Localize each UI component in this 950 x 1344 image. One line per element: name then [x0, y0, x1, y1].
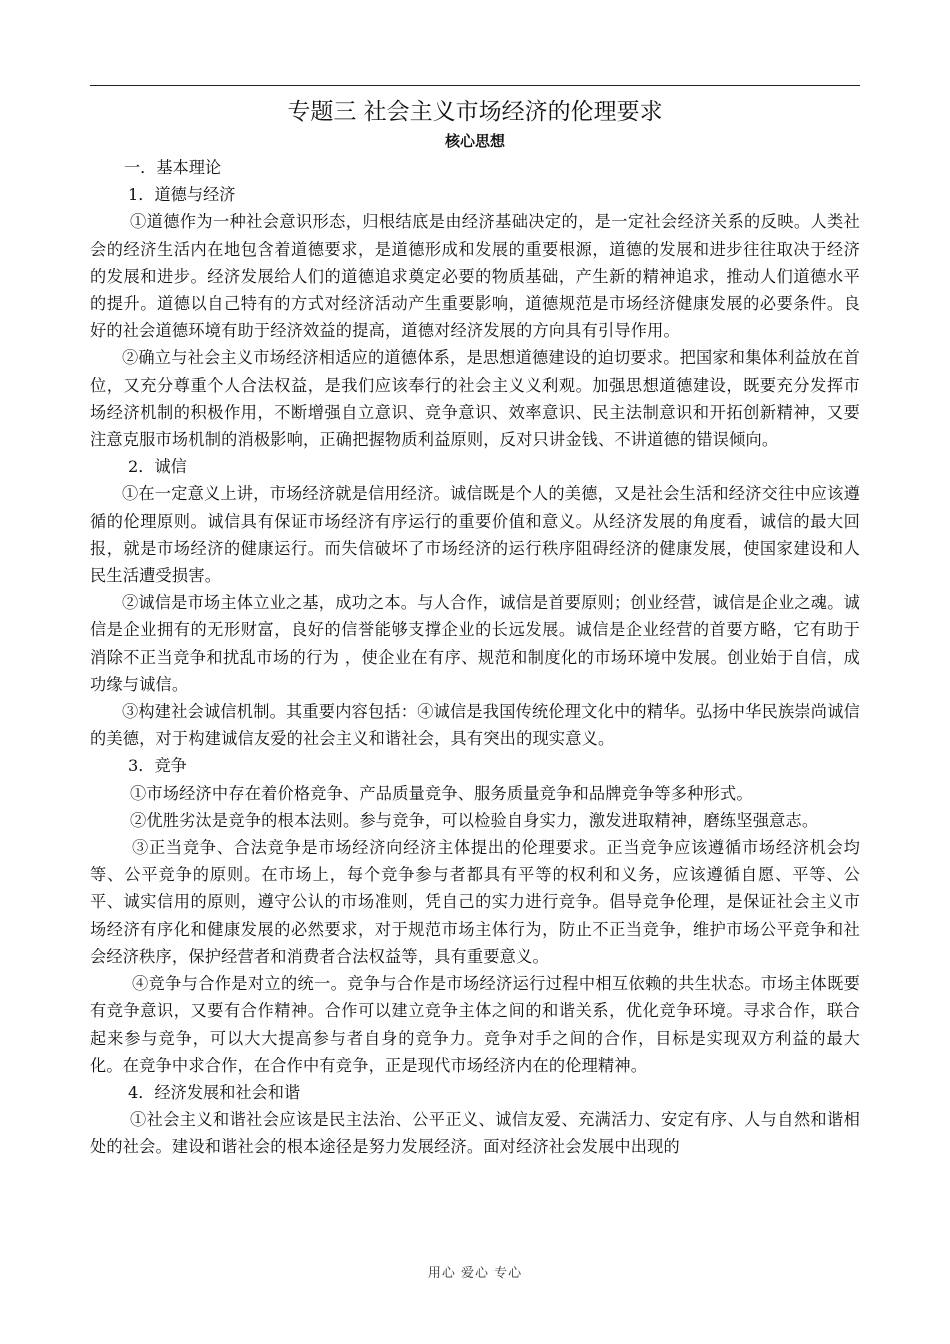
paragraph-2-3: ③构建社会诚信机制。其重要内容包括：④诚信是我国传统伦理文化中的精华。弘扬中华民族崇尚诚信的美德，对于构建诚信友爱的社会主义和谐社会，具有突出的现实意义。: [90, 702, 860, 749]
header-rule: [90, 85, 860, 86]
document-title: 专题三 社会主义市场经济的伦理要求: [287, 99, 663, 125]
section-heading-basic-theory: 一．基本理论: [124, 158, 222, 177]
paragraph-1-2: ②确立与社会主义市场经济相适应的道德体系，是思想道德建设的迫切要求。把国家和集体利益放在首位，又充分尊重个人合法权益，是我们应该奉行的社会主义义利观。加强思想道德建设，既要充分发挥市场经济机制的积极作用，不断增强自立意识、竞争意识、效率意识、民主法制意识和开拓创新精神，又要注意克服市场机制的消极影响，正确把握物质利益原则，反对只讲金钱、不讲道德的错误倾向。: [90, 348, 860, 450]
subsection-heading-economy-harmony: 4．经济发展和社会和谐: [128, 1082, 301, 1102]
paragraph-1-1: ①道德作为一种社会意识形态，归根结底是由经济基础决定的，是一定社会经济关系的反映。人类社会的经济生活内在地包含着道德要求，是道德形成和发展的重要根源，道德的发展和进步往往取决于经济的发展和进步。经济发展给人们的道德追求奠定必要的物质基础，产生新的精神追求，推动人们道德水平的提升。道德以自己特有的方式对经济活动产生重要影响，道德规范是市场经济健康发展的必要条件。良好的社会道德环境有助于经济效益的提高，道德对经济发展的方向具有引导作用。: [90, 212, 860, 341]
page-footer: 用心 爱心 专心: [427, 1266, 523, 1281]
paragraph-2-2: ②诚信是市场主体立业之基，成功之本。与人合作，诚信是首要原则；创业经营，诚信是企业之魂。诚信是企业拥有的无形财富，良好的信誉能够支撑企业的长远发展。诚信是企业经营的首要方略，它有助于消除不正当竞争和扰乱市场的行为 ，使企业在有序、规范和制度化的市场环境中发展。创业始于自信，成功缘与诚信。: [90, 593, 860, 694]
paragraph-3-2: ②优胜劣汰是竞争的根本法则。参与竞争，可以检验自身实力，激发进取精神，磨练坚强意志。: [130, 810, 819, 830]
subsection-heading-integrity: 2．诚信: [128, 457, 187, 477]
document-subtitle: 核心思想: [444, 132, 505, 150]
paragraph-3-3: ③正当竞争、合法竞争是市场经济向经济主体提出的伦理要求。正当竞争应该遵循市场经济机会均等、公平竞争的原则。在市场上，每个竞争参与者都具有平等的权利和义务，应该遵循自愿、平等、公平、诚实信用的原则，遵守公认的市场准则，凭自己的实力进行竞争。倡导竞争伦理，是保证社会主义市场经济有序化和健康发展的必然要求，对于规范市场主体行为，防止不正当竞争，维护市场公平竞争和社会经济秩序，保护经营者和消费者合法权益等，具有重要意义。: [90, 838, 860, 966]
paragraph-3-4: ④竞争与合作是对立的统一。竞争与合作是市场经济运行过程中相互依赖的共生状态。市场主体既要有竞争意识，又要有合作精神。合作可以建立竞争主体之间的和谐关系，优化竞争环境。寻求合作，联合起来参与竞争，可以大大提高参与者自身的竞争力。竞争对手之间的合作，目标是实现双方利益的最大化。在竞争中求合作，在合作中有竞争，正是现代市场经济内在的伦理精神。: [90, 974, 860, 1075]
subsection-heading-morality-economy: 1．道德与经济: [128, 185, 236, 205]
document-body: [90, 94, 860, 1161]
paragraph-2-1: ①在一定意义上讲，市场经济就是信用经济。诚信既是个人的美德，又是社会生活和经济交往中应该遵循的伦理原则。诚信具有保证市场经济有序运行的重要价值和意义。从经济发展的角度看，诚信的最大回报，就是市场经济的健康运行。而失信破坏了市场经济的运行秩序阻碍经济的健康发展，使国家建设和人民生活遭受损害。: [90, 484, 860, 586]
subsection-heading-competition: 3．竞争: [128, 756, 187, 776]
paragraph-4-1: ①社会主义和谐社会应该是民主法治、公平正义、诚信友爱、充满活力、安定有序、人与自然和谐相处的社会。建设和谐社会的根本途径是努力发展经济。面对经济社会发展中出现的: [90, 1110, 860, 1157]
paragraph-3-1: ①市场经济中存在着价格竞争、产品质量竞争、服务质量竞争和品牌竞争等多种形式。: [130, 783, 753, 803]
